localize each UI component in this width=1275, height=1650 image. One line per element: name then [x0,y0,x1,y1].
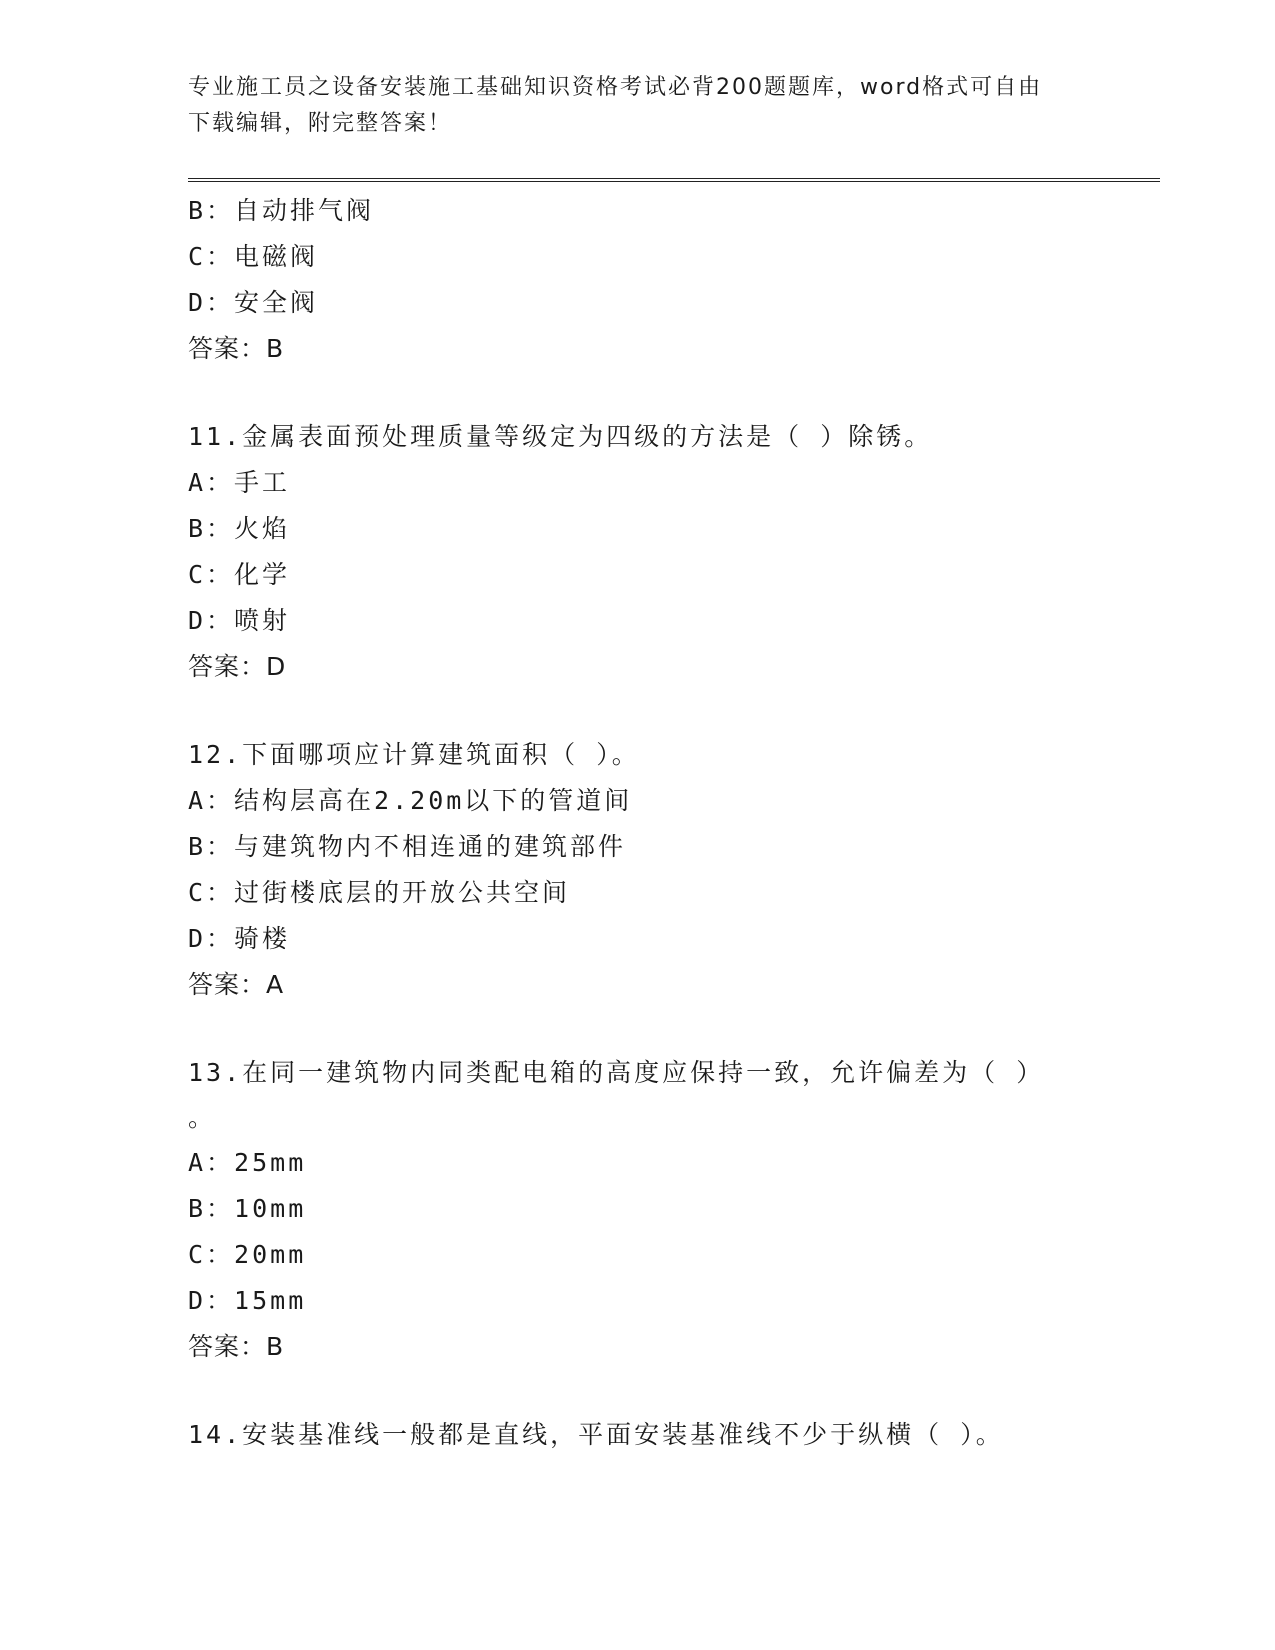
question-stem: 11.金属表面预处理质量等级定为四级的方法是（ ）除锈。 [188,422,933,451]
question-block-13 [188,1050,1088,1370]
header-line-2: 下载编辑，附完整答案！ [188,111,453,136]
option-b: B：自动排气阀 [188,196,375,225]
answer-line: 答案：B [188,334,285,363]
option-c: C：电磁阀 [188,242,319,271]
document-header [188,70,1068,142]
option-d: D：15mm [188,1286,307,1315]
option-a: A：25mm [188,1148,307,1177]
option-c: C：化学 [188,560,291,589]
option-d: D：骑楼 [188,924,291,953]
header-line-1: 专业施工员之设备安装施工基础知识资格考试必背200题题库，word格式可自由 [188,75,1043,100]
header-divider [188,178,1160,182]
answer-line: 答案：D [188,652,287,681]
option-a: A：结构层高在2.20m以下的管道间 [188,786,633,815]
question-stem: 12.下面哪项应计算建筑面积（ ）。 [188,740,640,769]
spacer [188,1370,1088,1412]
spacer [188,1008,1088,1050]
question-stem: 13.在同一建筑物内同类配电箱的高度应保持一致，允许偏差为（ ） [188,1058,1045,1087]
question-block-12 [188,732,1088,1008]
question-block-11 [188,414,1088,690]
answer-line: 答案：A [188,970,285,999]
option-b: B：火焰 [188,514,291,543]
option-b: B：与建筑物内不相连通的建筑部件 [188,832,627,861]
answer-line: 答案：B [188,1332,285,1361]
question-block-14 [188,1412,1088,1458]
option-b: B：10mm [188,1194,307,1223]
spacer [188,372,1088,414]
question-list [188,188,1088,1458]
option-c: C：20mm [188,1240,307,1269]
option-d: D：喷射 [188,606,291,635]
question-stem: 14.安装基准线一般都是直线，平面安装基准线不少于纵横（ ）。 [188,1420,1004,1449]
spacer [188,690,1088,732]
option-a: A：手工 [188,468,291,497]
option-d: D：安全阀 [188,288,319,317]
option-c: C：过街楼底层的开放公共空间 [188,878,571,907]
question-stem-continuation: 。 [188,1103,217,1132]
question-block-10 [188,188,1088,372]
